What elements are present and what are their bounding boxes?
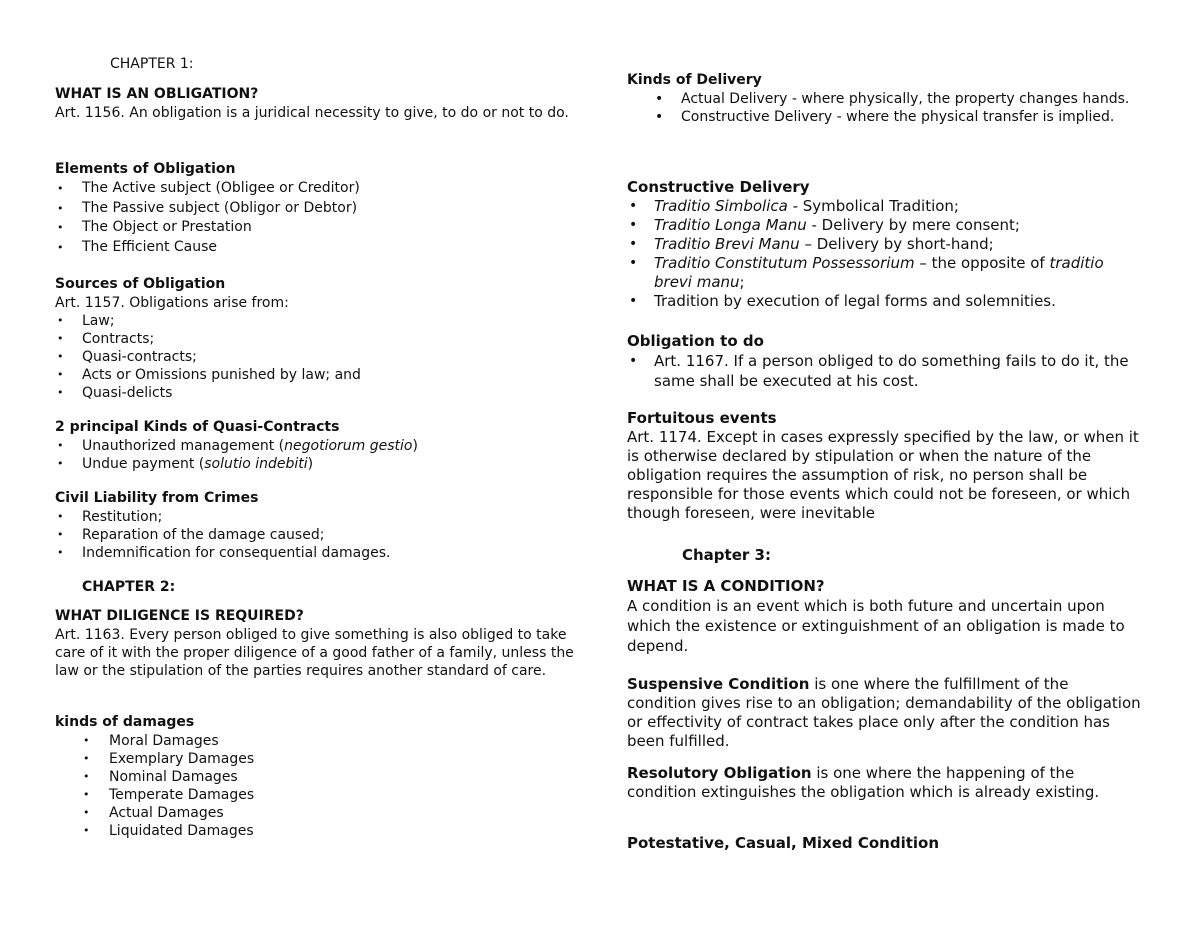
list-item: • Temperate Damages [55,786,580,804]
item-text: – Delivery by short-hand; [799,235,994,253]
constructive-delivery-section [627,178,1142,311]
obligation-to-do-section [627,332,1142,391]
list-item: • Constructive Delivery - where the physical transfer is implied. [627,108,1142,126]
list-item: • Acts or Omissions punished by law; and [55,366,580,384]
quasi-contracts-list [55,437,580,473]
obligation-section [55,85,580,122]
list-item: • Actual Delivery - where physically, the property changes hands. [627,90,1142,108]
list-item [627,292,1142,311]
suspensive-condition-term: Suspensive Condition [627,675,810,693]
item-text: ; [739,273,745,291]
condition-heading: WHAT IS A CONDITION? [627,577,825,595]
civil-liability-list [55,508,580,562]
latin-term: traditio brevi manu [654,254,1104,291]
item-text: ) [307,456,314,472]
fortuitous-events-heading: Fortuitous events [627,409,777,427]
diligence-heading: WHAT DILIGENCE IS REQUIRED? [55,608,304,624]
latin-term: Traditio Brevi Manu [654,235,800,253]
list-item [55,437,580,455]
constructive-delivery-list [627,197,1142,311]
sources-intro: Art. 1157. Obligations arise from: [55,295,289,311]
sources-list [55,312,580,402]
obligation-definition: Art. 1156. An obligation is a juridical necessity to give, to do or not to do. [55,105,569,121]
damages-heading: kinds of damages [55,714,195,730]
elements-list [55,179,580,257]
item-text: - Delivery by mere consent; [806,216,1020,234]
diligence-text: Art. 1163. Every person obliged to give something is also obliged to take care of it with the proper diligence of a good father of a family, unless the law or the stipulation of the parties requires another standard of care. [55,627,574,679]
resolutory-obligation-section [627,764,1142,802]
quasi-contracts-heading: 2 principal Kinds of Quasi-Contracts [55,419,340,435]
kinds-of-delivery-section [627,71,1142,126]
resolutory-obligation-term: Resolutory Obligation [627,764,812,782]
item-text: Undue payment ( [82,456,205,472]
latin-term: negotiorum gestio [284,438,413,454]
condition-definition: A condition is an event which is both future and uncertain upon which the existence or extinguishment of an obligation is made to depend. [627,597,1125,655]
list-item: • The Object or Prestation [55,218,580,238]
item-text: ) [412,438,418,454]
list-item [627,254,1142,292]
latin-term: Traditio Simbolica [654,197,788,215]
list-item [627,235,1142,254]
item-text: Unauthorized management ( [82,438,285,454]
fortuitous-events-text: Art. 1174. Except in cases expressly specified by the law, or when it is otherwise declared by stipulation or when the nature of the obligation requires the assumption of risk, no person shall be responsible for those events which could not be foreseen, or which though foreseen, were inevitable [627,428,1139,522]
list-item: • Law; [55,312,580,330]
obligation-heading: WHAT IS AN OBLIGATION? [55,86,259,102]
quasi-contracts-section [55,418,580,473]
list-item: • The Passive subject (Obligor or Debtor) [55,199,580,219]
list-item [627,197,1142,216]
civil-liability-section [55,489,580,562]
latin-term: Traditio Longa Manu [654,216,807,234]
resolutory-obligation-description: is one where the happening of the condition extinguishes the obligation which is already existing. [627,764,1100,801]
item-text: - Symbolical Tradition; [787,197,959,215]
list-item: • Quasi-contracts; [55,348,580,366]
condition-section [627,577,1142,656]
suspensive-condition-description: is one where the fulfillment of the condition gives rise to an obligation; demandability of the obligation or effectivity of contract takes place only after the condition has been fulfilled. [627,675,1141,750]
latin-term: solutio indebiti [204,456,308,472]
elements-section [55,160,580,257]
kinds-of-delivery-heading: Kinds of Delivery [627,72,762,88]
list-item [55,455,580,473]
list-item: • Restitution; [55,508,580,526]
obligation-to-do-heading: Obligation to do [627,332,764,350]
civil-liability-heading: Civil Liability from Crimes [55,490,259,506]
list-item: • Indemnification for consequential damages. [55,544,580,562]
list-item: • Contracts; [55,330,580,348]
sources-heading: Sources of Obligation [55,276,226,292]
suspensive-condition-text [627,675,1142,751]
item-text: – the opposite of [914,254,1050,272]
list-item: • Liquidated Damages [55,822,580,840]
suspensive-condition-section [627,675,1142,751]
list-item: • Moral Damages [55,732,580,750]
list-item: • Exemplary Damages [55,750,580,768]
chapter-3-label: Chapter 3: [682,546,771,564]
constructive-delivery-heading: Constructive Delivery [627,178,810,196]
diligence-section [55,607,580,680]
item-text: Tradition by execution of legal forms and solemnities. [654,292,1056,310]
list-item [627,216,1142,235]
damages-list [55,732,580,840]
sources-section [55,275,580,402]
latin-term: Traditio Constitutum Possessorium [654,254,915,272]
list-item: • The Efficient Cause [55,238,580,258]
list-item: • Quasi-delicts [55,384,580,402]
list-item: • Actual Damages [55,804,580,822]
list-item: • Reparation of the damage caused; [55,526,580,544]
list-item: • The Active subject (Obligee or Creditor) [55,179,580,199]
damages-section [55,713,580,840]
elements-heading: Elements of Obligation [55,161,236,177]
kinds-of-delivery-list [627,90,1142,126]
chapter-1-label: CHAPTER 1: [110,56,194,72]
potestative-heading: Potestative, Casual, Mixed Condition [627,834,940,852]
obligation-to-do-list [627,351,1142,391]
fortuitous-events-section [627,409,1142,523]
chapter-2-label: CHAPTER 2: [82,579,176,595]
list-item: • Art. 1167. If a person obliged to do something fails to do it, the same shall be executed at his cost. [627,351,1142,391]
list-item: • Nominal Damages [55,768,580,786]
resolutory-obligation-text [627,764,1142,802]
